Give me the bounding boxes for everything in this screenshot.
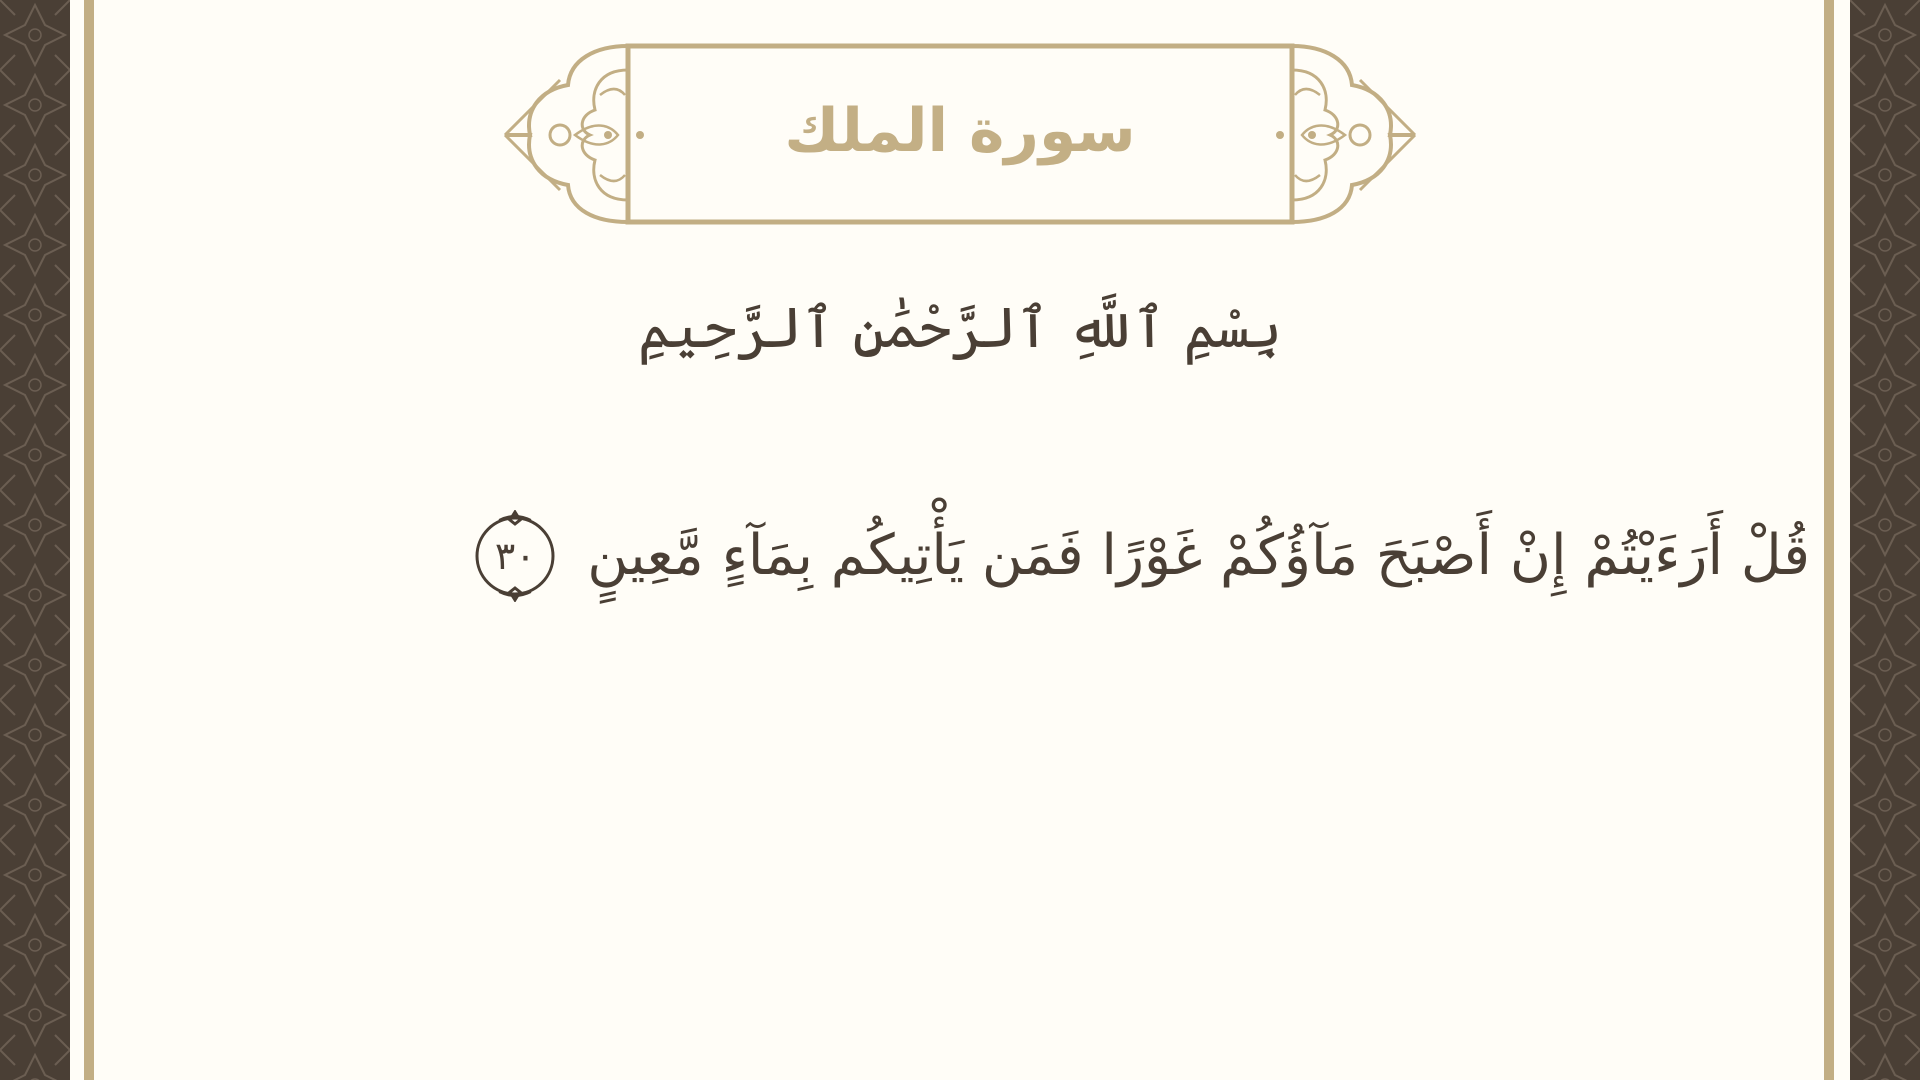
ayah-line bbox=[250, 510, 1810, 602]
geometric-star-pattern-icon bbox=[1850, 0, 1920, 1080]
ayah-end-marker bbox=[469, 510, 561, 602]
ayah-text: قُلْ أَرَءَيْتُمْ إِنْ أَصْبَحَ مَآؤُكُمْ غَوْرًا فَمَن يَأْتِيكُم بِمَآءٍ مَّعِينٍ bbox=[587, 523, 1810, 588]
left-ornamental-border bbox=[0, 0, 70, 1080]
ayah-number: ٣٠ bbox=[494, 534, 536, 578]
geometric-star-pattern-icon bbox=[0, 0, 70, 1080]
right-ornamental-border bbox=[1850, 0, 1920, 1080]
left-gold-rule bbox=[84, 0, 94, 1080]
surah-title-frame bbox=[500, 40, 1420, 230]
basmala: بِسْمِ ٱللَّهِ ٱلرَّحْمَٰنِ ٱلرَّحِيمِ bbox=[637, 296, 1283, 361]
right-gold-rule bbox=[1824, 0, 1834, 1080]
surah-title: سورة الملك bbox=[784, 96, 1136, 166]
